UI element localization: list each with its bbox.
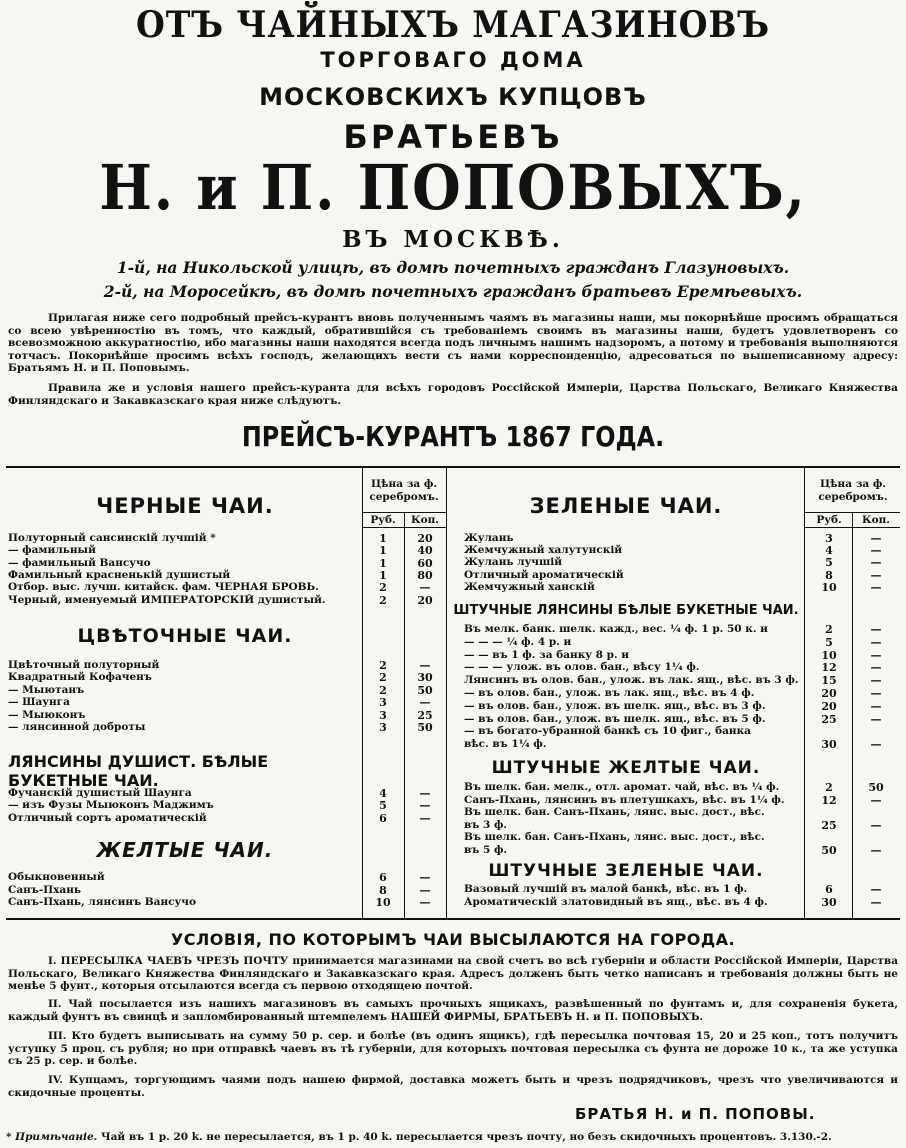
price-item-rub: 8 (379, 883, 387, 897)
left-price-header: Цѣна за ф. серебромъ. (369, 478, 439, 503)
condition-4: IV. Купцамъ, торгующимъ чаями подъ нашею фирмой, доставка можетъ быть и чрезъ подрядчиковъ, чрезъ что увеличиваются и скидочные проценты. (8, 1074, 898, 1099)
price-item-kop: 20 (417, 532, 433, 545)
price-item-rub: 2 (825, 623, 833, 636)
shtuch-green-title: ШТУЧНЫЕ ЗЕЛЕНЫЕ ЧАИ. (488, 861, 764, 881)
price-item-kop: — (870, 674, 882, 688)
left-kop-header: Коп. (411, 514, 439, 526)
price-item-name: Жулань (464, 532, 514, 544)
price-item-kop: 25 (417, 708, 433, 722)
signature: БРАТЬЯ Н. и П. ПОПОВЫ. (575, 1105, 816, 1123)
header-line-6: ВЪ МОСКВѢ. (342, 226, 564, 253)
footnote-label: * Примѣчаніе. (6, 1131, 98, 1143)
price-item-name: Черный, именуемый ИМПЕРАТОРСКІЙ душистый. (8, 593, 326, 606)
price-item-kop: 30 (417, 671, 433, 685)
price-item-rub: 2 (379, 593, 387, 607)
price-item-name: въ 5 ф. (464, 844, 508, 856)
price-item-name: Въ мелк. банк. шелк. кажд., вес. ¼ ф. 1 р. 50 к. и (464, 623, 768, 635)
price-item-name: — въ олов. бан., улож. въ шелк. ящ., вѣс. въ 5 ф. (464, 712, 766, 725)
price-item-rub: 25 (821, 712, 837, 726)
price-item-name: — изъ Фузы Мыюконъ Маджимъ (8, 799, 214, 812)
price-item-rub: 20 (821, 699, 837, 713)
price-item-rub: 8 (825, 568, 833, 582)
condition-1: I. ПЕРЕСЫЛКА ЧАЕВЪ ЧРЕЗЪ ПОЧТУ принимается магазинами на свой счетъ во всѣ губерніи и области Россійской Имперіи, Царства Польскаго, Великаго Княжества Финляндскаго и Закавказскаго края. Адресъ долженъ быть четко написанъ и требованія должны быть не менѣе 5 фунт., которыя отсылаются всегда съ первою отходящею почтой. (8, 955, 898, 993)
price-item-rub: 6 (379, 811, 387, 825)
price-item-rub: 1 (379, 556, 387, 570)
price-item-kop: — (419, 811, 431, 825)
left-subheader-rule (362, 527, 446, 528)
price-item-rub: 2 (379, 671, 387, 685)
price-item-kop: — (419, 799, 431, 813)
price-item-kop: 50 (417, 683, 433, 697)
address-1: 1-й, на Никольской улицѣ, въ домѣ почетныхъ гражданъ Глазуновыхъ. (116, 258, 790, 277)
right-kop-header: Коп. (862, 514, 890, 526)
price-item-name: Жулань лучшій (464, 556, 563, 569)
header-line-3: МОСКОВСКИХЪ КУПЦОВЪ (259, 83, 647, 111)
price-item-kop: — (870, 712, 882, 726)
price-item-rub: 10 (375, 896, 391, 909)
price-item-rub: 10 (821, 648, 837, 662)
price-item-kop: — (419, 896, 431, 909)
yellow-teas-title: ЖЕЛТЫЕ ЧАИ. (96, 838, 274, 862)
price-item-name: Въ шелк. бан. мелк., отл. аромат. чай, вѣс. въ ¼ ф. (464, 781, 780, 793)
price-item-kop: 60 (417, 556, 433, 570)
price-item-name: — Мыютанъ (8, 683, 85, 696)
price-item-name: Обыкновенный (8, 871, 105, 883)
price-item-kop: — (870, 580, 882, 594)
price-item-rub: 4 (379, 787, 387, 800)
price-item-name: — — въ 1 ф. за банку 8 р. и (464, 648, 630, 661)
price-item-kop: — (870, 623, 882, 636)
table-bottom-rule (6, 918, 900, 920)
header-line-1: ОТЪ ЧАЙНЫХЪ МАГАЗИНОВЪ (136, 4, 770, 46)
price-item-kop: — (419, 787, 431, 800)
price-item-rub: 50 (821, 844, 837, 857)
price-item-kop: — (870, 699, 882, 713)
price-item-rub: 4 (825, 544, 833, 558)
price-item-kop: — (870, 532, 882, 545)
price-item-kop: — (419, 581, 431, 595)
intro-paragraph-2: Правила же и условія нашего прейсъ-куранта для всѣхъ городовъ Россійской Имперіи, Царства Польскаго, Великаго Княжества Финляндскаго и Закавказскаго края ниже слѣдуютъ. (8, 382, 898, 407)
price-item-rub: 3 (379, 721, 387, 734)
right-header-rule (804, 512, 900, 513)
price-item-kop: — (870, 556, 882, 570)
price-item-name: Отличный ароматическій (464, 568, 624, 581)
black-teas-title: ЧЕРНЫЕ ЧАИ. (96, 494, 274, 518)
price-list-title: ПРЕЙСЪ-КУРАНТЪ 1867 ГОДА. (241, 420, 665, 453)
price-item-kop: — (870, 635, 882, 649)
price-item-kop: — (870, 818, 882, 832)
price-item-name: — — — ¼ ф. 4 р. и (464, 635, 572, 648)
flower-teas-title: ЦВѢТОЧНЫЕ ЧАИ. (77, 625, 293, 647)
price-item-name: Отличный сортъ ароматическій (8, 811, 207, 824)
right-price-divider (804, 467, 805, 918)
price-item-rub: 5 (379, 799, 387, 813)
price-item-kop: — (870, 793, 882, 807)
right-rub-header: Руб. (816, 514, 842, 526)
price-item-rub: 5 (825, 556, 833, 570)
price-item-rub: 6 (825, 883, 833, 896)
price-item-kop: 80 (417, 568, 433, 582)
left-header-rule (362, 512, 446, 513)
price-item-kop: — (870, 738, 882, 752)
price-item-rub: 3 (379, 708, 387, 722)
price-item-kop: — (870, 544, 882, 558)
price-item-rub: 1 (379, 532, 387, 545)
price-item-kop: — (870, 661, 882, 675)
shtuch-white-title: ШТУЧНЫЕ ЛЯНСИНЫ БѢЛЫЕ БУКЕТНЫЕ ЧАИ. (453, 603, 799, 618)
price-item-rub: 5 (825, 635, 833, 649)
price-item-rub: 3 (379, 696, 387, 710)
price-item-rub: 2 (379, 659, 387, 672)
header-line-2: ТОРГОВАГО ДОМА (320, 48, 586, 72)
price-item-name: Лянсинъ въ олов. бан., улож. въ лак. ящ., вѣс. въ 3 ф. (464, 674, 799, 687)
price-item-rub: 25 (821, 818, 837, 832)
price-item-rub: 2 (379, 683, 387, 697)
condition-3: III. Кто будетъ выписывать на сумму 50 р. сер. и болѣе (въ одинъ ящикъ), гдѣ пересылка почтовая 15, 20 и 25 коп., тотъ получитъ уступку 5 проц. съ рубля; но при отправкѣ чаевъ въ тѣ губерніи, для которыхъ почтовая пересылка съ фунта не дороже 10 к., та же уступка съ 25 р. сер. и болѣе. (8, 1030, 898, 1068)
price-item-kop: 40 (417, 544, 433, 558)
price-item-name: вѣс. въ 1¼ ф. (464, 738, 547, 751)
price-item-kop: — (419, 659, 431, 672)
conditions-title: УСЛОВІЯ, ПО КОТОРЫМЪ ЧАИ ВЫСЫЛАЮТСЯ НА ГОРОДА. (170, 930, 736, 949)
price-item-name: Въ шелк. бан. Санъ-Пхань, лянс. выс. дост., вѣс. (464, 806, 765, 819)
price-item-kop: — (870, 883, 882, 896)
price-item-kop: — (870, 844, 882, 857)
price-item-name: Санъ-Пхань, лянсинъ въ плетушкахъ, вѣс. въ 1¼ ф. (464, 793, 785, 806)
lyansin-teas-title: ЛЯНСИНЫ ДУШИСТ. БѢЛЫЕ БУКЕТНЫЕ ЧАИ. (8, 752, 269, 790)
price-item-kop: 50 (417, 721, 433, 734)
price-item-name: Полуторный сансинскій лучшій * (8, 532, 216, 544)
price-item-rub: 2 (825, 781, 833, 794)
price-item-kop: — (870, 648, 882, 662)
price-item-kop: — (870, 687, 882, 700)
column-divider (446, 467, 447, 918)
footnote (6, 1131, 906, 1143)
price-item-name: Квадратный Кофаченъ (8, 671, 152, 684)
price-item-rub: 30 (821, 738, 837, 752)
price-item-rub: 20 (821, 687, 837, 700)
header-line-4: БРАТЬЕВЪ (343, 118, 563, 156)
price-item-name: — въ олов. бан., улож. въ шелк. ящ., вѣс. въ 3 ф. (464, 699, 766, 712)
right-subheader-rule (804, 527, 900, 528)
left-rub-header: Руб. (370, 514, 396, 526)
price-item-name: Ароматическій златовидный въ ящ., вѣс. въ 4 ф. (464, 895, 768, 908)
price-item-rub: 12 (821, 793, 837, 807)
price-item-kop: — (419, 883, 431, 897)
price-item-rub: 12 (821, 661, 837, 675)
price-item-name: Вазовый лучшій въ малой банкѣ, вѣс. въ 1 ф. (464, 883, 748, 895)
price-item-name: Жемчужный халутунскій (464, 544, 623, 557)
price-item-rub: 10 (821, 580, 837, 594)
price-item-name: — фамильный (8, 544, 96, 557)
price-item-kop: — (419, 871, 431, 884)
price-item-name: Фучанскій душистый Шаунга (8, 787, 192, 799)
shtuch-yellow-title: ШТУЧНЫЕ ЖЕЛТЫЕ ЧАИ. (491, 758, 761, 778)
price-item-kop: — (870, 568, 882, 582)
price-item-name: — Мыюконъ (8, 708, 86, 721)
price-item-name: Санъ-Пхань (8, 883, 82, 896)
footnote-text: Чай въ 1 р. 20 k. не пересылается, въ 1 р. 40 k. пересылается чрезъ почту, но безъ скидочныхъ процентовъ. 3.130.-2. (101, 1131, 832, 1143)
price-item-rub: 1 (379, 568, 387, 582)
price-item-kop: — (419, 696, 431, 710)
price-item-rub: 3 (825, 532, 833, 545)
right-price-header: Цѣна за ф. серебромъ. (818, 478, 888, 503)
price-item-name: Отбор. выс. лучш. китайск. фам. ЧЕРНАЯ БРОВЬ. (8, 581, 319, 594)
price-item-name: въ 3 ф. (464, 818, 508, 831)
price-item-name: — — — улож. въ олов. бан., вѣсу 1¼ ф. (464, 661, 700, 674)
price-item-name: — въ богато-убранной банкѣ съ 10 фиг., банка (464, 725, 751, 738)
price-item-kop: 20 (417, 593, 433, 607)
price-item-name: — Шаунга (8, 696, 70, 709)
price-item-kop: 50 (868, 781, 884, 794)
price-item-rub: 2 (379, 581, 387, 595)
table-top-rule (6, 466, 900, 468)
header-line-5: Н. и П. ПОПОВЫХЪ, (99, 151, 807, 224)
price-item-name: — въ олов. бан., улож. въ лак. ящ., вѣс. въ 4 ф. (464, 687, 755, 699)
price-item-name: — лянсинной доброты (8, 721, 146, 733)
price-item-name: Санъ-Пхань, лянсинъ Вансучо (8, 896, 196, 908)
price-item-name: Въ шелк. бан. Санъ-Пхань, лянс. выс. дост., вѣс. (464, 831, 765, 844)
address-2: 2-й, на Моросейкѣ, въ домѣ почетныхъ гражданъ братьевъ Еремѣевыхъ. (103, 282, 803, 301)
price-item-rub: 1 (379, 544, 387, 558)
condition-2: II. Чай посылается изъ нашихъ магазиновъ въ самыхъ прочныхъ ящикахъ, развѣшенный по фунтамъ и, для сохраненія букета, каждый фунтъ въ свинцѣ и запломбированный штемпелемъ НАШЕЙ ФИРМЫ, БРАТЬЕВЪ Н. и П. ПОПОВЫХЪ. (8, 998, 898, 1023)
price-item-rub: 30 (821, 895, 837, 909)
price-item-name: Цвѣточный полуторный (8, 659, 160, 671)
price-item-rub: 6 (379, 871, 387, 884)
price-item-name: Жемчужный ханскій (464, 580, 595, 593)
price-item-name: — фамильный Вансучо (8, 556, 151, 569)
price-item-rub: 15 (821, 674, 837, 688)
green-teas-title: ЗЕЛЕНЫЕ ЧАИ. (529, 494, 723, 518)
price-item-kop: — (870, 895, 882, 909)
intro-paragraph-1: Прилагая ниже сего подробный прейсъ-курантъ вновь полученнымъ чаямъ въ магазины наши, мы покорнѣйше просимъ обращаться со всею увѣренностію въ томъ, что каждый, обратившійся съ требованіемъ своимъ въ магазины наши, будетъ удовлетворенъ со всевозможною аккуратностію, ибо магазины наши находятся всегда подъ личнымъ нашимъ надзоромъ, а потому и требованія выполняются тотчасъ. Покорнѣйше просимъ всѣхъ господъ, желающихъ вести съ нами корреспонденцію, адресоваться по вышеписанному адресу: Братьямъ Н. и П. Поповымъ. (8, 312, 898, 375)
price-item-name: Фамильный красненькій душистый (8, 568, 231, 581)
